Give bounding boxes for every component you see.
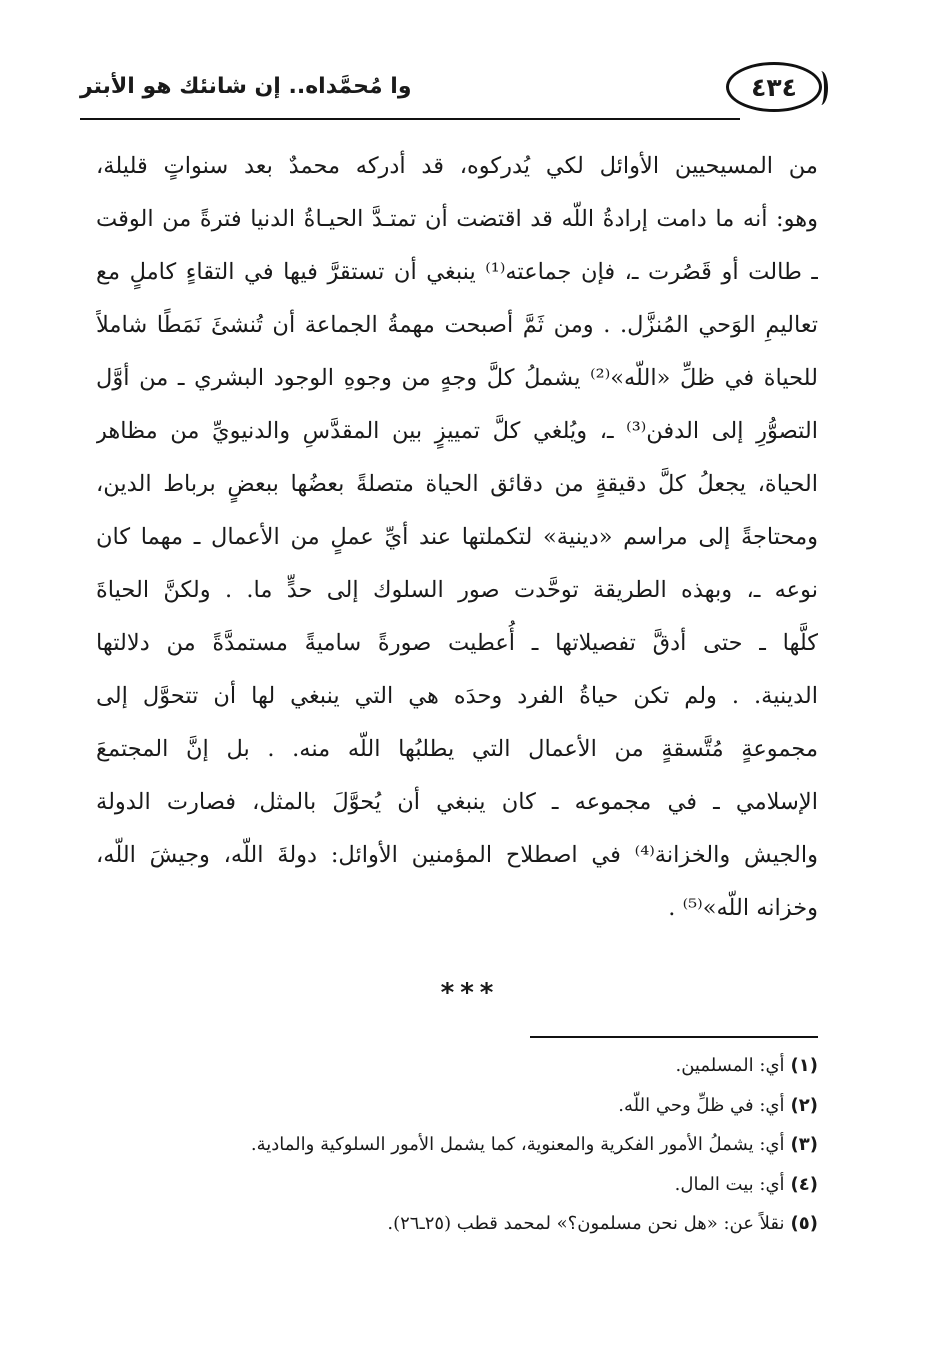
- footnote-number: (٤): [790, 1173, 818, 1195]
- text-line: وهو: أنه ما دامت إرادةُ اللّه قد اقتضت أن تمتـدَّ الحيـاةُ الدنيا فترةً من الوقت: [96, 206, 818, 232]
- footnote-number: (٢): [790, 1094, 818, 1116]
- footnote-number: (١): [790, 1055, 818, 1076]
- footnote-text: أي: بيت المال.: [674, 1173, 785, 1195]
- text-line: من المسيحيين الأوائل لكي يُدركوه، قد أدركه محمدٌ بعد سنواتٍ قليلة،: [96, 153, 818, 179]
- footnote: [96, 1125, 818, 1165]
- footnote-text: أي: في ظلِّ وحي اللّه.: [618, 1094, 785, 1116]
- text-line: الحياة، يجعلُ كلَّ دقيقةٍ من دقائق الحياة متصلةً بعضُها ببعضٍ برباط الدين،: [96, 471, 818, 497]
- footnote: [96, 1046, 818, 1086]
- page-header: [80, 58, 822, 124]
- text-line: مجموعةٍ مُتَّسقةٍ من الأعمال التي يطلبُها اللّه منه. . بل إنَّ المجتمعَ: [96, 736, 818, 762]
- footnote-text: أي: المسلمين.: [675, 1055, 785, 1076]
- text-line: نوعه ـ، وبهذه الطريقة توحَّدت صور السلوك إلى حدٍّ ما. . ولكنَّ الحياةَ: [96, 577, 818, 603]
- footnote: [96, 1204, 818, 1244]
- footnote: [96, 1086, 818, 1126]
- footnote-text: نقلاً عن: «هل نحن مسلمون؟» لمحمد قطب (٢٥ـ٢٦).: [387, 1213, 785, 1234]
- body-text: [96, 140, 818, 935]
- text-line: التصوُّرِ إلى الدفن⁽³⁾ ـ، ويُلغي كلَّ تمييزٍ بين المقدَّسِ والدنيويِّ من مظاهر: [96, 418, 818, 444]
- text-line: ـ طالت أو قَصُرت ـ، فإن جماعته⁽¹⁾ ينبغي أن تستقرَّ فيها في التقاءٍ كاملٍ مع: [96, 259, 818, 285]
- text-line: تعاليمِ الوَحي المُنزَّل. . ومن ثَمَّ أصبحت مهمةُ الجماعة أن تُنشئَ نَمَطًا شاملاً: [96, 312, 818, 338]
- text-line: الدينية. . ولم تكن حياةُ الفرد وحدَه هي التي ينبغي لها أن تتحوَّل إلى: [96, 683, 818, 709]
- text-line: كلَّها ـ حتى أدقَّ تفصيلاتها ـ أُعطيت صورةً ساميةً مستمدَّةً من دلالتها: [96, 630, 818, 656]
- footnote-rule: [530, 1036, 818, 1038]
- page-number: ٤٣٤: [726, 62, 822, 112]
- footnote-text: أي: يشملُ الأمور الفكرية والمعنوية، كما يشمل الأمور السلوكية والمادية.: [250, 1134, 785, 1155]
- text-line: وخزانه اللّه»⁽⁵⁾ .: [668, 895, 818, 921]
- running-title: وا مُحمَّداه.. إن شانئك هو الأبتر: [80, 74, 412, 99]
- text-line: والجيش والخزانة⁽⁴⁾ في اصطلاح المؤمنين الأوائل: دولةَ اللّه، وجيشَ اللّه،: [96, 842, 818, 868]
- footnote: [96, 1165, 818, 1205]
- text-line: للحياة في ظلِّ «اللّه»⁽²⁾ يشملُ كلَّ وجهٍ من وجوهِ الوجود البشري ـ من أوَّل: [96, 365, 818, 391]
- header-rule: [80, 118, 740, 120]
- text-line: ومحتاجةً إلى مراسم «دينية» لتكملتها عند أيِّ عملٍ من الأعمال ـ مهما كان: [96, 524, 818, 550]
- text-line: الإسلامي ـ في مجموعه ـ كان ينبغي أن يُحوَّلَ بالمثل، فصارت الدولة: [96, 789, 818, 815]
- footnote-number: (٣): [790, 1134, 818, 1155]
- footnote-number: (٥): [790, 1213, 818, 1234]
- footnotes: [96, 1046, 818, 1244]
- section-separator: ***: [440, 978, 500, 1008]
